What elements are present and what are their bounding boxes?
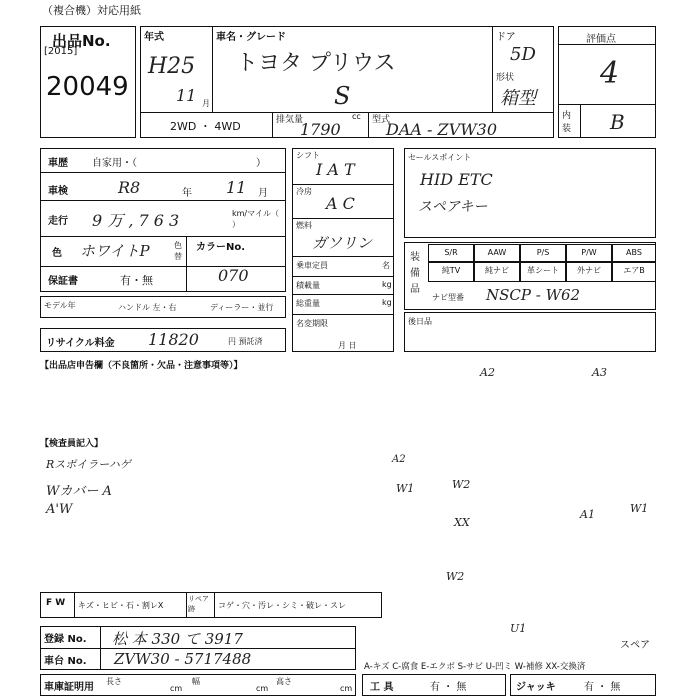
name-label: 車名・グレード (216, 32, 286, 43)
door-label: ドア (496, 32, 516, 43)
jack-label: ジャッキ (516, 682, 556, 693)
inspection-label: 車検 (48, 186, 68, 197)
repair-label: リペア跡 (188, 595, 209, 613)
recycle-label: リサイクル料金 (46, 338, 115, 349)
recycle-value: 11820 (148, 330, 199, 349)
color-no-label: カラーNo. (196, 242, 246, 253)
ac-label: 冷房 (296, 187, 312, 196)
inspector-note3: A'W (46, 502, 73, 517)
equipment-label: 装備品 (410, 252, 420, 295)
mileage-unit: km/マイル（ ） (232, 209, 279, 229)
history-options: 自家用・（ (92, 158, 137, 169)
interior-label: 内装 (562, 111, 572, 134)
mileage-label: 走行 (48, 216, 68, 227)
equip-airbag: エアB (612, 262, 656, 282)
color-value: ホワイトP (80, 242, 150, 260)
jack-options: 有 ・ 無 (584, 682, 621, 693)
capacity-unit: 名 (382, 261, 390, 270)
damage-legend: A-キズ C-腐食 E-エクボ S-サビ U-凹ミ W-補修 XX-交換済 (364, 662, 586, 672)
inspection-month-unit: 月 (258, 188, 268, 199)
grade-value: S (334, 82, 351, 110)
lot-label: 出品No. (52, 32, 111, 50)
warranty-options: 有・無 (120, 274, 153, 287)
name-change-unit: 月 日 (338, 341, 357, 350)
color-change: 色替 (174, 241, 182, 261)
spare-label: スペア (620, 640, 650, 651)
equip-aaw: AAW (474, 244, 520, 262)
sales-line2: スペアキー (418, 199, 488, 215)
equip-abs: ABS (612, 244, 656, 262)
year-label: 年式 (144, 32, 164, 43)
fuel-value: ガソリン (312, 234, 373, 252)
rating-label: 評価点 (586, 34, 616, 45)
fw-label: F W (46, 598, 66, 608)
chassis-value: ZVW30 - 5717488 (114, 650, 252, 668)
diagram-mark-a1: A1 (580, 508, 595, 521)
lot-number: 20049 (46, 72, 129, 102)
name-value: トヨタ プリウス (236, 51, 396, 76)
recycle-unit: 円 預託済 (228, 337, 263, 346)
drive-options: 2WD ・ 4WD (170, 120, 241, 133)
door-value: 5D (510, 44, 536, 65)
weight-label: 総重量 (296, 299, 320, 308)
model-label: 型式 (372, 115, 391, 125)
fw-options: キズ・ヒビ・石・割レX (78, 601, 164, 610)
model-value: DAA - ZVW30 (386, 120, 497, 139)
load-label: 積載量 (296, 281, 320, 290)
load-unit: kg (382, 280, 392, 289)
after-box (404, 312, 656, 352)
ac-value: A C (326, 194, 355, 213)
shift-value: I A T (316, 160, 355, 179)
declaration-label: 【出品店申告欄（不良箇所・欠品・注意事項等）】 (40, 361, 243, 371)
diagram-mark-a3: A3 (592, 366, 607, 379)
equip-ext-navi: 外ナビ (566, 262, 612, 282)
displacement-value: 1790 (300, 120, 341, 139)
color-label: 色 (52, 248, 62, 259)
after-label: 後日品 (408, 317, 432, 326)
cert-height: 高さ (276, 677, 292, 686)
capacity-label: 乗車定員 (296, 261, 328, 270)
inspector-label: 【検査員記入】 (40, 439, 104, 449)
navi-label: ナビ型番 (432, 293, 464, 302)
sales-label: セールスポイント (408, 153, 472, 162)
diagram-mark-w2-upper: W2 (452, 478, 471, 491)
diagram-mark-a2-top: A2 (480, 366, 495, 379)
warranty-label: 保証書 (48, 276, 78, 287)
diagram-mark-xx: XX (454, 516, 470, 529)
diagram-mark-w2-lower: W2 (446, 570, 465, 583)
interior-value: B (610, 110, 625, 134)
inspection-month: 11 (226, 178, 247, 197)
reg-label: 登録 No. (44, 634, 87, 645)
shape-label: 形状 (496, 73, 515, 83)
inspection-year-unit: 年 (182, 188, 192, 199)
name-change-label: 名変期限 (296, 319, 328, 328)
diagram-mark-w1-left: W1 (396, 482, 415, 495)
history-close: ） (256, 158, 266, 169)
year-value: H25 (148, 54, 196, 79)
fuel-label: 燃料 (296, 221, 312, 230)
cert-length: 長さ (106, 677, 122, 686)
cert-length-unit: cm (170, 684, 183, 693)
sales-line1: HID ETC (420, 170, 493, 189)
displacement-label: 排気量 (276, 115, 304, 125)
diagram-mark-u1: U1 (510, 622, 527, 635)
chassis-label: 車台 No. (44, 656, 87, 667)
steering: ハンドル 左・右 (118, 303, 177, 312)
month-unit: 月 (202, 99, 210, 108)
cert-width: 幅 (192, 677, 200, 686)
sheet-title: （複合機）対応用紙 (42, 4, 141, 17)
tools-label: 工 具 (370, 682, 394, 693)
month-value: 11 (176, 86, 197, 105)
dealer: ディーラー・並行 (210, 303, 274, 312)
model-year-label: モデル年 (44, 301, 76, 310)
diagram-mark-w1-right: W1 (630, 502, 649, 515)
weight-unit: kg (382, 298, 392, 307)
mileage-value: 9 万 , 7 6 3 (92, 211, 180, 230)
inspector-note1: Rスポイラーハゲ (46, 458, 131, 471)
tools-options: 有 ・ 無 (430, 682, 467, 693)
cert-width-unit: cm (256, 684, 269, 693)
reg-value: 松 本 330 て 3917 (112, 630, 243, 648)
shift-label: シフト (296, 151, 320, 160)
inspector-note2: Wカバー A (46, 484, 112, 499)
shape-value: 箱型 (500, 88, 536, 109)
cert-height-unit: cm (340, 684, 353, 693)
year-tag: [2015] (44, 46, 78, 57)
cert-label: 車庫証明用 (44, 682, 94, 693)
diagram-mark-a2-left: A2 (392, 454, 406, 465)
navi-value: NSCP - W62 (486, 286, 581, 304)
rating-value: 4 (600, 56, 620, 91)
history-label: 車歴 (48, 158, 68, 169)
equip-navi: 純ナビ (474, 262, 520, 282)
inspection-year: R8 (118, 178, 141, 197)
displacement-unit: cc (352, 112, 361, 121)
equip-sr: S/R (428, 244, 474, 262)
equip-leather: 革シート (520, 262, 566, 282)
equip-pw: P/W (566, 244, 612, 262)
equip-ps: P/S (520, 244, 566, 262)
equip-tv: 純TV (428, 262, 474, 282)
repair-options: コゲ・穴・汚レ・シミ・破レ・スレ (218, 601, 346, 610)
color-no-value: 070 (218, 266, 249, 285)
